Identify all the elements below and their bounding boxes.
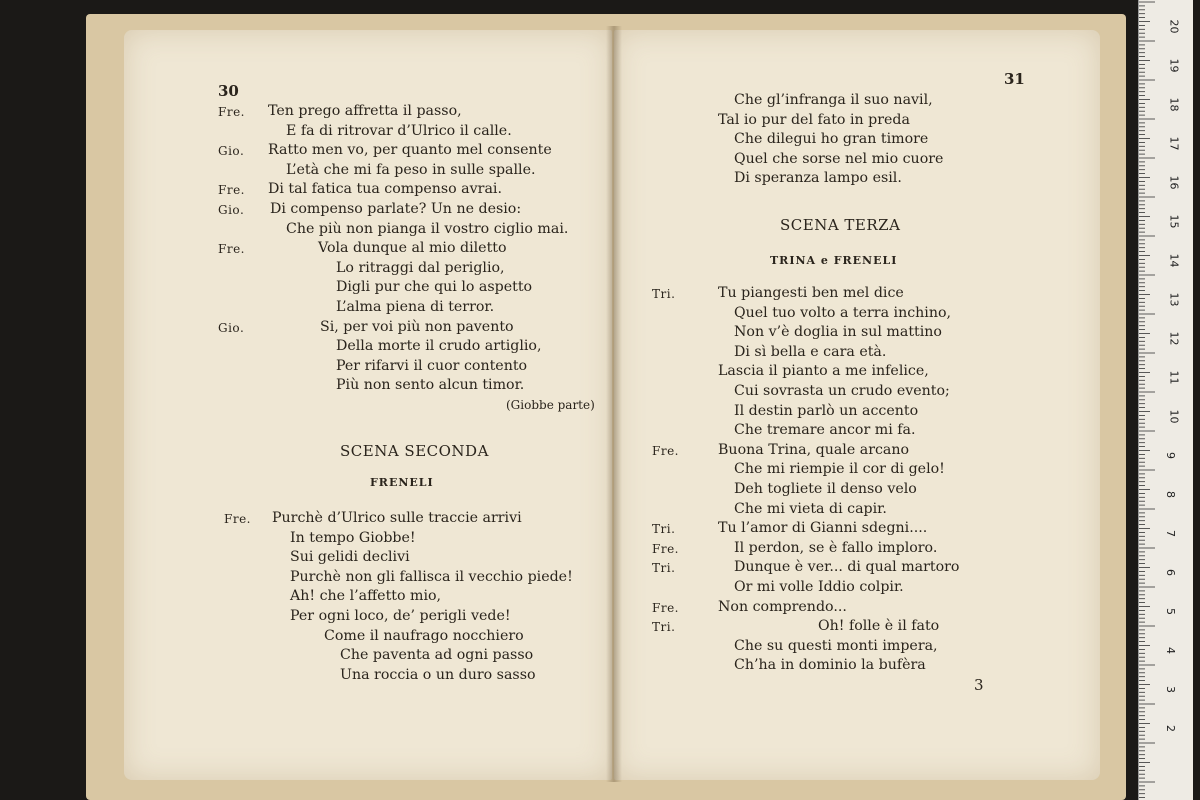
verse-line: Vola dunque al mio diletto	[318, 240, 507, 257]
left-page-number: 30	[218, 82, 239, 100]
verse-line: Tu l’amor di Gianni sdegni....	[718, 520, 928, 537]
verse-line: Purchè d’Ulrico sulle traccie arrivi	[272, 510, 522, 526]
speaker-label: Fre.	[218, 105, 245, 119]
speaker-label: Fre.	[652, 541, 679, 556]
ruler-number: 16	[1167, 175, 1181, 190]
ruler-number: 17	[1167, 136, 1181, 151]
scene-characters-right: TRINA e FRENELI	[770, 254, 898, 267]
verse-line: Lascia il pianto a me infelice,	[718, 363, 929, 380]
ruler-number: 5	[1164, 608, 1177, 615]
verse-line: Ah! che l’affetto mio,	[290, 588, 442, 605]
ruler-number: 7	[1164, 530, 1177, 537]
verse-line: Che paventa ad ogni passo	[340, 647, 534, 664]
ruler-number: 14	[1167, 253, 1181, 268]
verse-line: Ten prego affretta il passo,	[268, 103, 462, 119]
book-gutter	[606, 26, 622, 782]
verse-line: Purchè non gli fallisca il vecchio piede!	[290, 568, 573, 585]
verse-line: Ch’ha in dominio la bufèra	[734, 657, 926, 674]
ruler-number: 12	[1167, 331, 1181, 346]
verse-line: Buona Trina, quale arcano	[718, 441, 910, 458]
verse-line: Dunque è ver... di qual martoro	[734, 559, 960, 576]
verse-line: Sui gelidi declivi	[290, 549, 410, 566]
verse-line: Che mi vieta di capir.	[734, 500, 887, 517]
ruler-number: 2	[1164, 725, 1177, 732]
speaker-label: Tri.	[652, 522, 676, 537]
verse-line: Più non sento alcun timor.	[336, 377, 525, 394]
speaker-label: Gio.	[218, 203, 245, 217]
stage-direction: (Giobbe parte)	[506, 398, 595, 412]
speaker-label: Fre.	[652, 600, 679, 615]
speaker-label: Fre.	[652, 443, 679, 458]
verse-line: Della morte il crudo artiglio,	[336, 338, 542, 355]
ruler-number: 10	[1167, 409, 1181, 424]
speaker-label: Gio.	[218, 144, 245, 159]
speaker-label: Fre.	[218, 242, 245, 257]
verse-line: Di speranza lampo esil.	[734, 170, 902, 187]
verse-line: Che tremare ancor mi fa.	[734, 422, 916, 439]
ruler-number: 11	[1167, 370, 1181, 385]
scene-characters-left: FRENELI	[370, 476, 434, 489]
ruler-number: 9	[1164, 452, 1177, 459]
scene-title-right: SCENA TERZA	[780, 216, 901, 234]
verse-line: Che gl’infranga il suo navil,	[734, 92, 933, 108]
verse-line: Quel tuo volto a terra inchino,	[734, 304, 952, 321]
ruler-number: 19	[1167, 58, 1181, 73]
verse-line: Lo ritraggi dal periglio,	[336, 259, 505, 276]
verse-line: In tempo Giobbe!	[290, 529, 416, 546]
speaker-label: Tri.	[652, 620, 676, 635]
ruler-number: 6	[1164, 569, 1177, 576]
ruler-number: 3	[1164, 686, 1177, 693]
ruler-number: 13	[1167, 292, 1181, 307]
verse-line: Si, per voi più non pavento	[320, 318, 514, 335]
speaker-label: Fre.	[224, 512, 251, 526]
verse-line: Quel che sorse nel mio cuore	[734, 150, 944, 167]
verse-line: Che dilegui ho gran timore	[734, 131, 929, 148]
signature-mark: 3	[974, 676, 984, 694]
scene-title-left: SCENA SECONDA	[340, 442, 489, 460]
verse-line: Per ogni loco, de’ perigli vede!	[290, 608, 511, 624]
speaker-label: Tri.	[652, 561, 676, 576]
right-page-number: 31	[1004, 70, 1025, 88]
verse-line: Che mi riempie il cor di gelo!	[734, 461, 945, 478]
verse-line: Deh togliete il denso velo	[734, 481, 917, 497]
speaker-label: Fre.	[218, 183, 245, 198]
verse-line: Oh! folle è il fato	[818, 618, 940, 635]
verse-line: E fa di ritrovar d’Ulrico il calle.	[286, 122, 512, 139]
ruler-number: 4	[1164, 647, 1177, 654]
verse-line: Tu piangesti ben mel dice	[718, 285, 904, 301]
ruler-number: 15	[1167, 214, 1181, 229]
ruler-number: 20	[1167, 19, 1181, 34]
verse-line: Come il naufrago nocchiero	[324, 627, 524, 644]
measuring-ruler	[1138, 0, 1193, 800]
ruler-number: 8	[1164, 491, 1177, 498]
verse-line: Di compenso parlate? Un ne desio:	[270, 201, 522, 217]
verse-line: Di sì bella e cara età.	[734, 343, 887, 360]
ruler-number: 18	[1167, 97, 1181, 112]
verse-line: Or mi volle Iddio colpir.	[734, 579, 904, 595]
verse-line: Cui sovrasta un crudo evento;	[734, 383, 950, 399]
speaker-label: Gio.	[218, 320, 245, 335]
verse-line: L’età che mi fa peso in sulle spalle.	[286, 161, 536, 178]
verse-line: Digli pur che qui lo aspetto	[336, 279, 533, 296]
verse-line: Una roccia o un duro sasso	[340, 666, 536, 683]
verse-line: Non v’è doglia in sul mattino	[734, 324, 942, 341]
verse-line: L’alma piena di terror.	[336, 299, 495, 315]
verse-line: Che più non pianga il vostro ciglio mai.	[286, 220, 569, 237]
verse-line: Per rifarvi il cuor contento	[336, 357, 528, 374]
verse-line: Il perdon, se è fallo imploro.	[734, 539, 938, 556]
speaker-label: Tri.	[652, 287, 676, 301]
verse-line: Tal io pur del fato in preda	[718, 111, 910, 128]
ruler-ticks	[1139, 0, 1193, 800]
verse-line: Di tal fatica tua compenso avrai.	[268, 181, 502, 198]
verse-line: Il destin parlò un accento	[734, 402, 919, 419]
verse-line: Non comprendo...	[718, 598, 847, 615]
verse-line: Ratto men vo, per quanto mel consente	[268, 142, 552, 159]
verse-line: Che su questi monti impera,	[734, 637, 938, 654]
